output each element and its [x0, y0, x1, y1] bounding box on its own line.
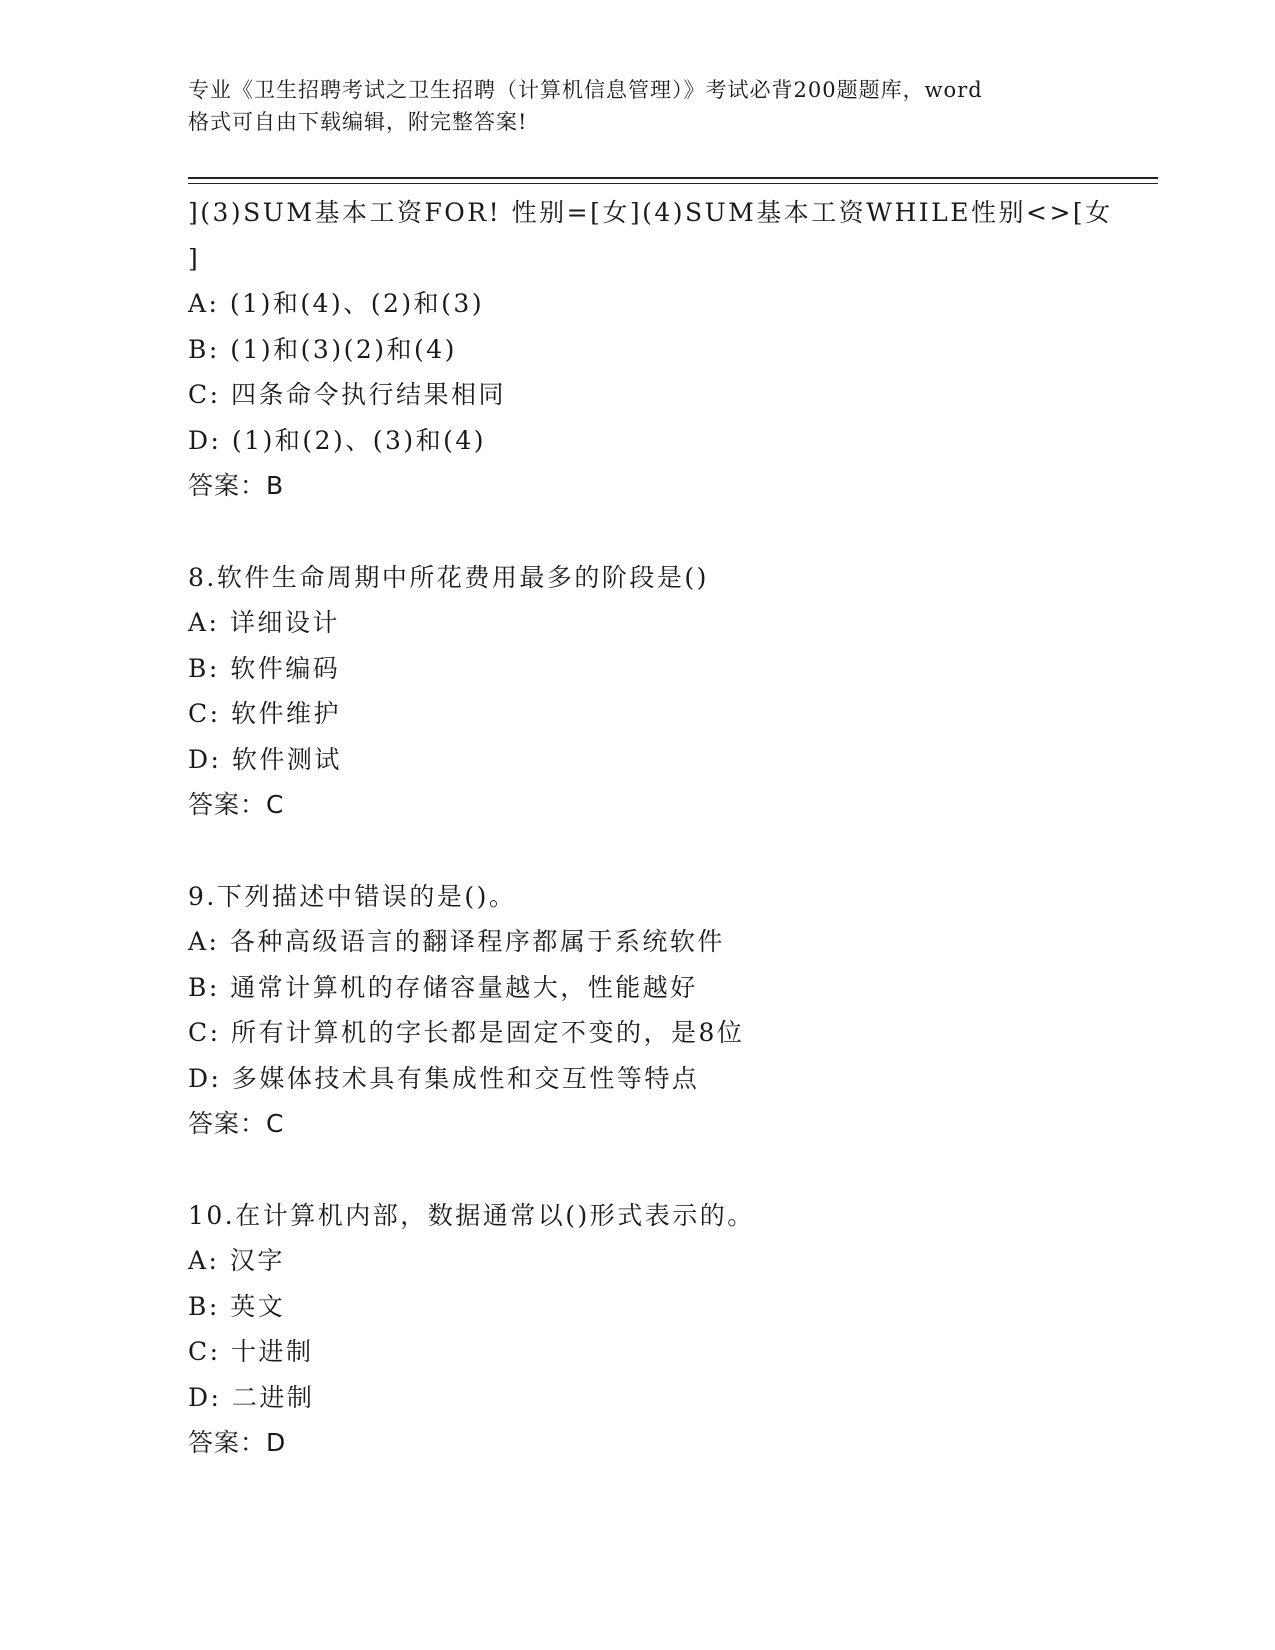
header-title-line-2: 格式可自由下载编辑，附完整答案!: [188, 110, 528, 134]
question-7-option-d: D: (1)和(2)、(3)和(4): [188, 425, 487, 455]
question-7: [188, 190, 1158, 509]
question-10: [188, 1193, 1158, 1466]
question-9-stem: 9.下列描述中错误的是()。: [188, 881, 517, 911]
spacer: [188, 509, 1158, 555]
question-8-option-a: A: 详细设计: [188, 608, 340, 637]
question-10-stem: 10.在计算机内部，数据通常以()形式表示的。: [188, 1200, 755, 1230]
question-8: [188, 555, 1158, 828]
question-7-stem-line-1: ](3)SUM基本工资FOR! 性别=[女](4)SUM基本工资WHILE性别<>[女: [188, 198, 1113, 227]
question-8-stem: 8.软件生命周期中所花费用最多的阶段是(): [188, 562, 709, 592]
question-8-option-b: B: 软件编码: [188, 653, 341, 683]
question-7-answer: 答案：B: [188, 471, 285, 500]
question-7-stem-line-2: ]: [188, 243, 201, 273]
question-8-option-d: D: 软件测试: [188, 744, 342, 774]
question-10-option-c: C: 十进制: [188, 1337, 314, 1366]
question-8-answer: 答案：C: [188, 790, 285, 819]
question-7-option-a: A: (1)和(4)、(2)和(3): [188, 289, 485, 318]
document-header: [188, 74, 1088, 138]
question-7-option-b: B: (1)和(3)(2)和(4): [188, 334, 457, 364]
header-divider-thin: [188, 183, 1158, 184]
question-9-option-d: D: 多媒体技术具有集成性和交互性等特点: [188, 1063, 700, 1093]
question-list: [188, 190, 1158, 1466]
question-7-option-c: C: 四条命令执行结果相同: [188, 380, 506, 409]
question-10-answer: 答案：D: [188, 1428, 287, 1457]
spacer: [188, 1147, 1158, 1193]
header-title-line-1: 专业《卫生招聘考试之卫生招聘（计算机信息管理）》考试必背200题题库，word: [188, 78, 983, 102]
question-10-option-a: A: 汉字: [188, 1246, 285, 1275]
spacer: [188, 828, 1158, 874]
question-9-option-c: C: 所有计算机的字长都是固定不变的，是8位: [188, 1018, 745, 1047]
question-8-option-c: C: 软件维护: [188, 699, 341, 728]
question-9-answer: 答案：C: [188, 1109, 285, 1138]
question-9: [188, 874, 1158, 1147]
question-9-option-b: B: 通常计算机的存储容量越大，性能越好: [188, 972, 698, 1002]
question-10-option-d: D: 二进制: [188, 1382, 315, 1412]
question-9-option-a: A: 各种高级语言的翻译程序都属于系统软件: [188, 927, 725, 956]
header-divider-thick: [188, 177, 1158, 179]
question-10-option-b: B: 英文: [188, 1291, 286, 1321]
